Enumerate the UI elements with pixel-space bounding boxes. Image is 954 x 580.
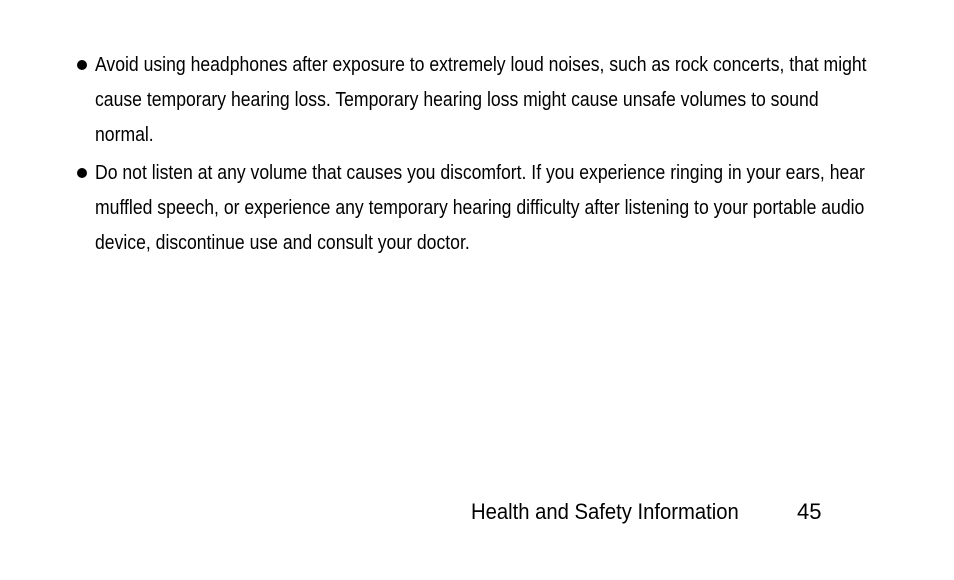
- page-footer: [471, 497, 822, 527]
- bullet-item: [76, 48, 876, 153]
- bullet-list: [76, 48, 876, 261]
- bullet-text: Avoid using headphones after exposure to extremely loud noises, such as rock concerts, that might cause temporary hearing loss. Temporary hearing loss might cause unsafe volumes to sound normal.: [95, 54, 867, 146]
- bullet-dot-icon: [77, 168, 87, 178]
- page-content: [76, 48, 876, 264]
- bullet-dot-icon: [77, 60, 87, 70]
- bullet-text: Do not listen at any volume that causes you discomfort. If you experience ringing in your ears, hear muffled speech, or experience any temporary hearing difficulty after listening to your portable audio device, discontinue use and consult your doctor.: [95, 162, 865, 254]
- page-number: 45: [797, 499, 822, 524]
- bullet-item: [76, 156, 876, 261]
- footer-section-title: Health and Safety Information: [471, 499, 739, 524]
